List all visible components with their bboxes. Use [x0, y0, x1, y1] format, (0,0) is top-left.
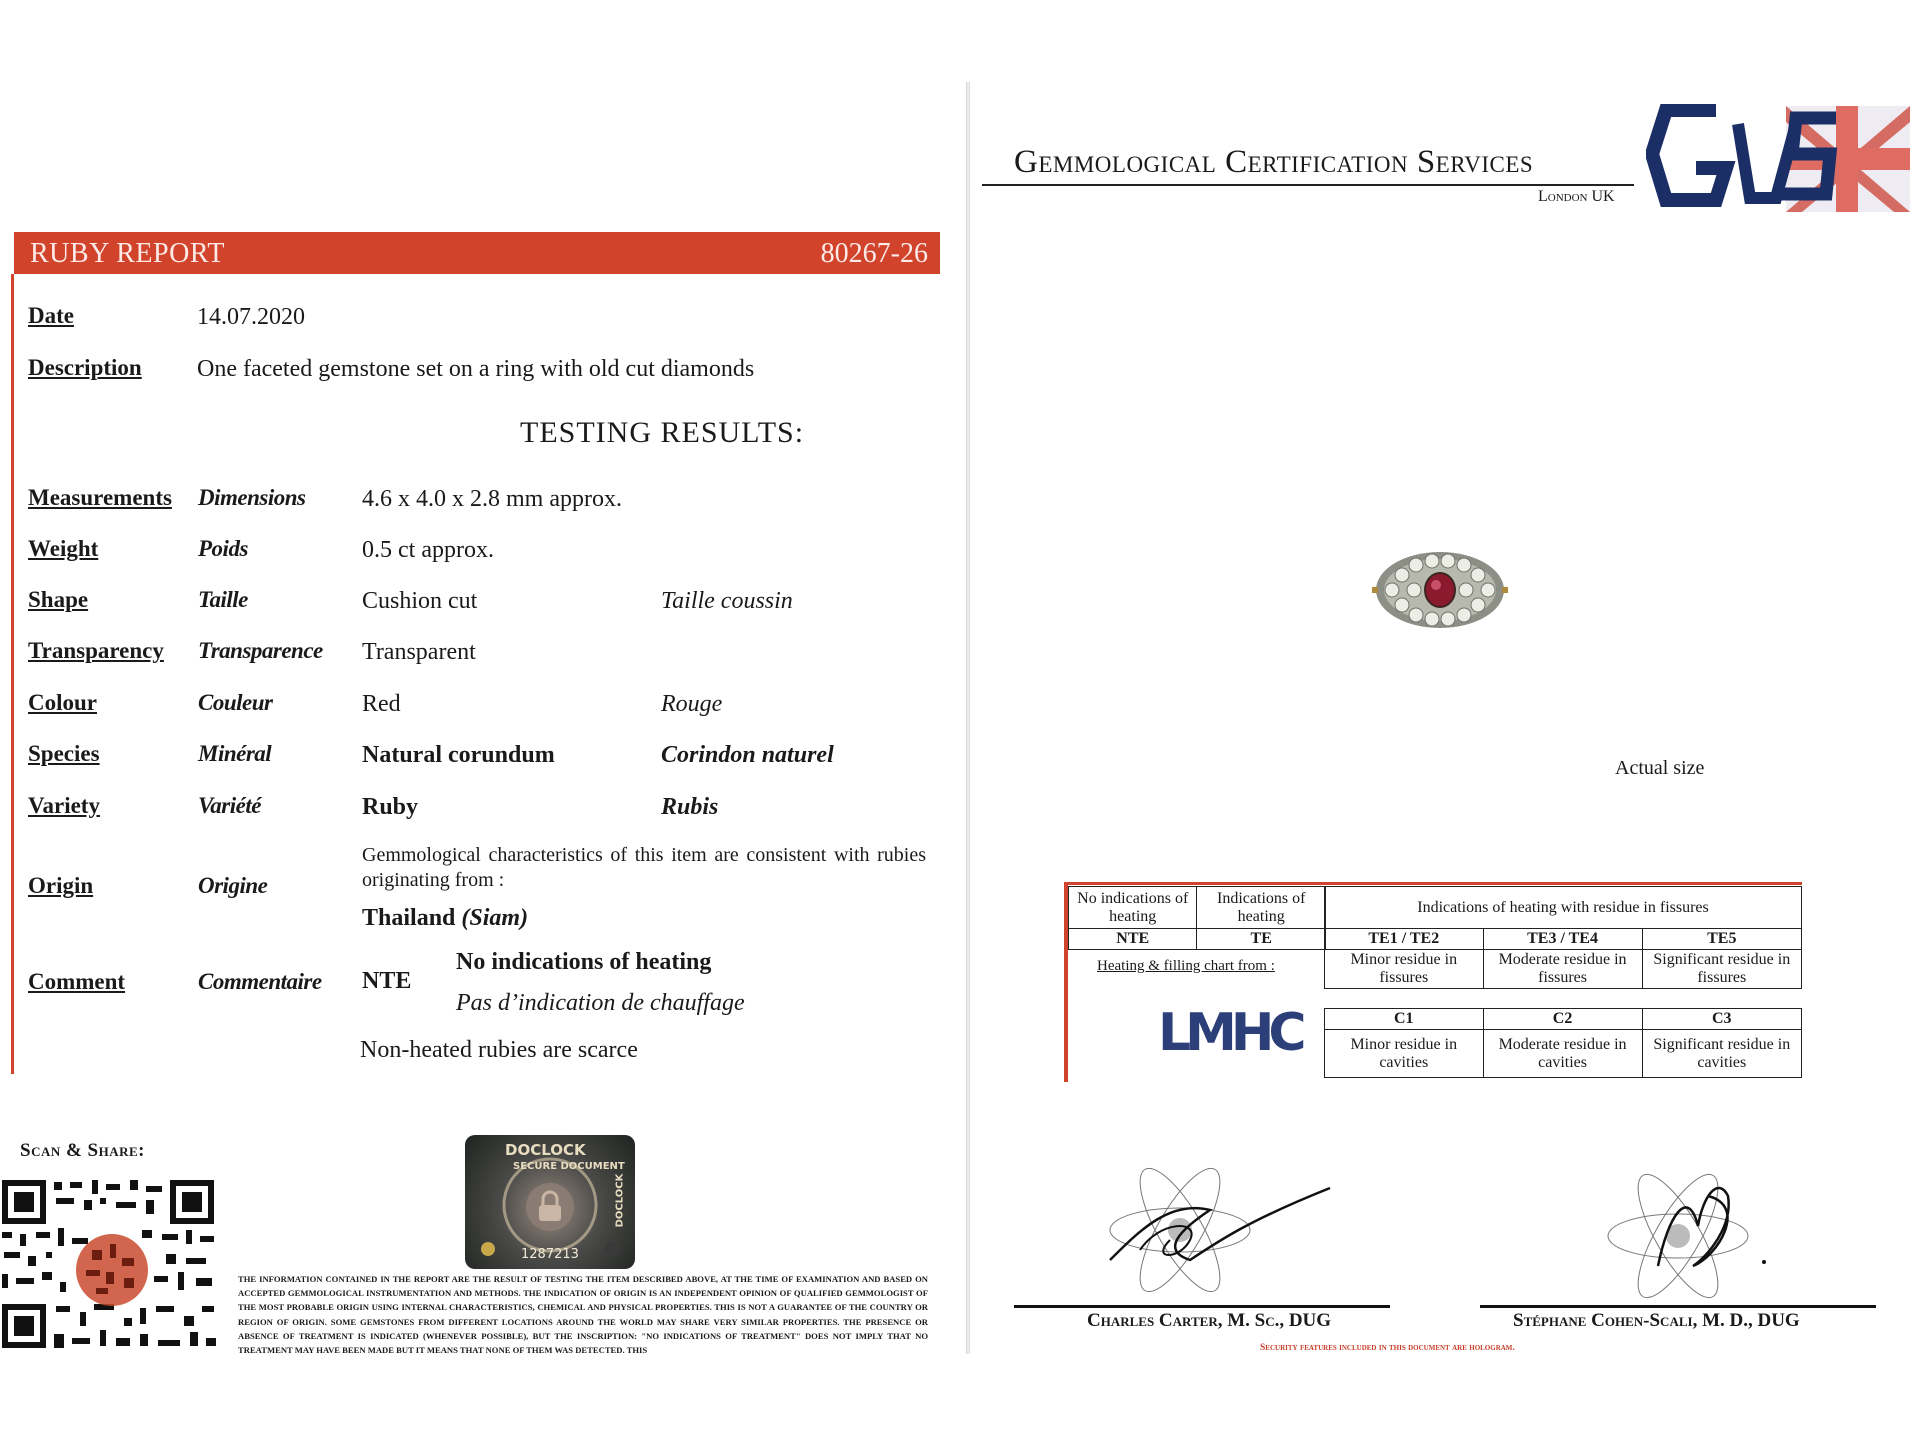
row-label-fr: Transparence [198, 638, 323, 663]
row-label: Colour [28, 690, 97, 715]
c-code: C1 [1325, 1009, 1484, 1030]
row-label: Variety [28, 793, 100, 818]
row-value-fr: Taille coussin [661, 588, 793, 614]
origin-text: Gemmological characteristics of this item are consistent with rubies originating from : [362, 844, 926, 891]
heating-chart-te [1324, 886, 1802, 989]
hologram-text1: DOCLOCK [505, 1141, 586, 1159]
row-label-fr: Poids [198, 536, 248, 561]
comment-note: Non-heated rubies are scarce [360, 1037, 638, 1063]
te-desc: Significant residue in fissures [1642, 950, 1801, 989]
hologram-serial: 1287213 [521, 1247, 579, 1262]
row-label-fr: Minéral [198, 741, 272, 766]
description-value: One faceted gemstone set on a ring with old cut diamonds [197, 356, 755, 382]
origin-label-fr: Origine [198, 873, 268, 898]
row-label: Shape [28, 587, 89, 612]
row-label-fr: Dimensions [198, 485, 306, 510]
te-code: TE [1197, 929, 1326, 950]
row-label-fr: Variété [198, 793, 261, 818]
gcs-logo-icon [1646, 104, 1912, 216]
lmhc-logo [1158, 1003, 1301, 1073]
heating-chart-left [1068, 886, 1326, 950]
chart-top-rule [1064, 882, 1802, 885]
testing-results-heading: TESTING RESULTS: [520, 416, 805, 449]
row-value: Ruby [362, 794, 419, 820]
row-value: 4.6 x 4.0 x 2.8 mm approx. [362, 486, 622, 512]
row-label: Weight [28, 536, 99, 561]
row-label-fr: Couleur [198, 690, 273, 715]
comment-label: Comment [28, 969, 126, 994]
c-code: C2 [1483, 1009, 1642, 1030]
gcs-title-rule [982, 184, 1634, 186]
row-value: Cushion cut [362, 588, 478, 614]
signature-left-line [1014, 1305, 1390, 1308]
origin-label: Origin [28, 873, 94, 898]
actual-size-label: Actual size [1615, 757, 1705, 779]
signature-left-name: Charles Carter, M. Sc., DUG [1087, 1310, 1332, 1331]
te-code: TE1 / TE2 [1325, 929, 1484, 950]
signature-right-name: Stéphane Cohen-Scali, M. D., DUG [1513, 1310, 1800, 1331]
te-code: TE5 [1642, 929, 1801, 950]
date-value: 14.07.2020 [197, 304, 305, 330]
comment-label-fr: Commentaire [198, 969, 322, 994]
left-red-rule [11, 274, 14, 1074]
row-value-fr: Rubis [661, 794, 719, 820]
c-desc: Moderate residue in cavities [1483, 1030, 1642, 1078]
row-label-fr: Taille [198, 587, 248, 612]
report-header-bar [14, 232, 940, 274]
heating-header: Indications of heating [1197, 887, 1326, 929]
origin-country-line [362, 905, 528, 932]
row-value-fr: Rouge [661, 691, 723, 717]
heating-chart-link[interactable]: Heating & filling chart from : [1097, 958, 1275, 974]
comment-code: NTE [362, 968, 412, 994]
page-fold [966, 82, 970, 1354]
lmhc-logo-text: LMHC [1158, 1003, 1301, 1063]
ring-photo [1372, 545, 1508, 635]
security-note: Security features included in this document are hologram. [1260, 1343, 1515, 1353]
row-label: Measurements [28, 485, 172, 510]
qr-code[interactable] [0, 1178, 218, 1350]
row-value: 0.5 ct approx. [362, 537, 494, 563]
doclock-hologram [465, 1135, 635, 1269]
report-title: RUBY REPORT [30, 238, 225, 269]
comment-line1: No indications of heating [456, 949, 712, 975]
signature-right-icon [1598, 1156, 1778, 1306]
residue-fissures-header: Indications of heating with residue in fissures [1325, 887, 1802, 929]
signature-right-line [1480, 1305, 1876, 1308]
gcs-title: Gemmological Certification Services [1014, 144, 1534, 180]
row-label: Species [28, 741, 100, 766]
hologram-text3: DOCLOCK [614, 1173, 626, 1228]
row-value-fr: Corindon naturel [661, 742, 834, 768]
no-heating-header: No indications of heating [1069, 887, 1197, 929]
comment-line2: Pas d’indication de chauffage [456, 990, 745, 1016]
scan-share-label: Scan & Share: [20, 1140, 146, 1161]
hologram-text2: SECURE DOCUMENT [513, 1161, 625, 1172]
signature-left-icon [1100, 1160, 1340, 1300]
c-desc: Minor residue in cavities [1325, 1030, 1484, 1078]
heating-chart-c [1324, 1008, 1802, 1078]
gcs-subtitle: London UK [1538, 188, 1615, 205]
c-code: C3 [1642, 1009, 1801, 1030]
row-label: Transparency [28, 638, 164, 663]
te-desc: Minor residue in fissures [1325, 950, 1484, 989]
te-desc: Moderate residue in fissures [1483, 950, 1642, 989]
report-number: 80267-26 [820, 238, 928, 269]
origin-country: Thailand [362, 905, 456, 931]
c-desc: Significant residue in cavities [1642, 1030, 1801, 1078]
nte-code: NTE [1069, 929, 1197, 950]
row-value: Natural corundum [362, 742, 555, 768]
origin-country-fr: (Siam) [461, 905, 529, 931]
disclaimer-text: THE INFORMATION CONTAINED IN THE REPORT ARE THE RESULT OF TESTING THE ITEM DESCRIBED ABOVE, AT THE TIME OF EXAMINATION AND BASED ON ACCEPTED GEMMOLOGICAL INSTRUMENTATION AND METHODS. THE INDICATION OF ORIGIN IS AN INDEPENDENT OPINION OF QUALIFIED GEMMOLOGIST OF THE MOST PROBABLE ORIGIN USING INTERNAL CHARACTERISTICS, CHEMICAL AND PHYSICAL PROPERTIES. THIS IS NOT A GUARANTEE OF THE COUNTRY OR REGION OF ORIGIN. SOME GEMSTONES FROM DIFFERENT LOCATIONS AROUND THE WORLD MAY SHARE VERY SIMILAR PROPERTIES. THE PRESENCE OR ABSENCE OF TREATMENT IS INDICATED (WHENEVER POSSIBLE), BUT THE INSCRIPTION: "NO INDICATIONS OF TREATMENT" DOES NOT IMPLY THAT NO TREATMENT MAY HAVE BEEN MADE BUT IT MEANS THAT NONE OF THEM WAS DETECTED. THIS [238, 1274, 928, 1356]
row-value: Transparent [362, 639, 476, 665]
row-value: Red [362, 691, 401, 717]
date-label: Date [28, 303, 74, 328]
description-label: Description [28, 355, 142, 380]
te-code: TE3 / TE4 [1483, 929, 1642, 950]
